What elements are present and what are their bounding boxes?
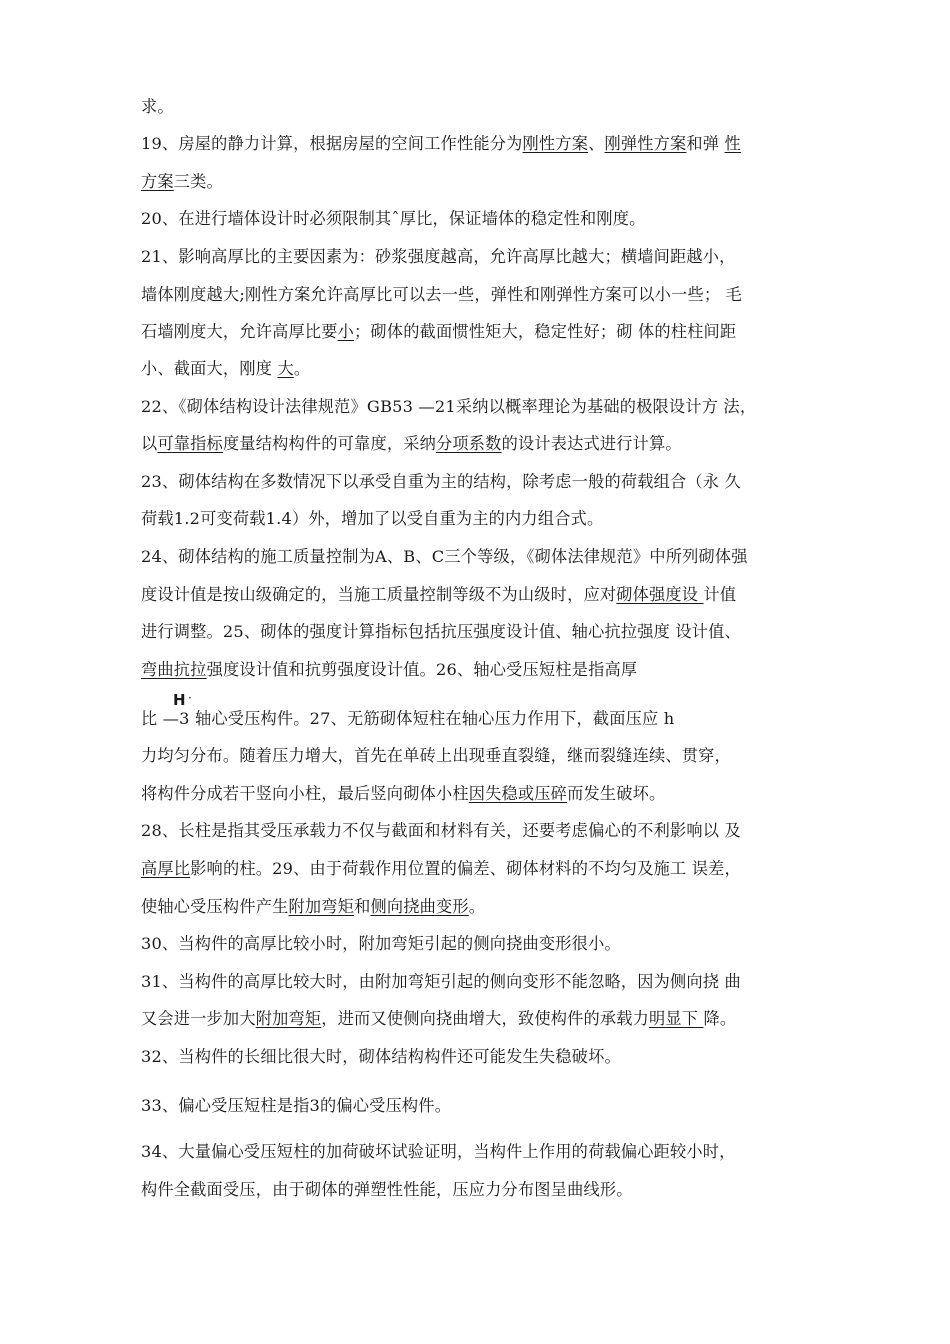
text-line — [141, 246, 736, 268]
text-segment: 以 — [141, 434, 158, 453]
text-segment: 墙体刚度越大;刚性方案允许高厚比可以去一些，弹性和刚弹性方案可以小一些； 毛 — [141, 285, 742, 304]
text-line — [141, 284, 742, 306]
text-line — [141, 1141, 736, 1163]
text-line — [141, 321, 736, 343]
text-segment: 30、当构件的高厚比较小时，附加弯矩引起的侧向挠曲变形很小。 — [141, 934, 621, 953]
text-segment: 力均匀分布。随着压力增大，首先在单砖上出现垂直裂缝，继而裂缝连续、贯穿， — [141, 746, 731, 765]
underlined-answer: 高厚比 — [141, 859, 191, 878]
underlined-answer: 刚弹性方案 — [604, 134, 687, 153]
text-segment: 28、长柱是指其受压承载力不仅与截面和材料有关，还要考虑偏心的不利影响以 及 — [141, 821, 741, 840]
text-line — [141, 508, 603, 530]
underlined-answer: 弯曲抗拉 — [141, 660, 207, 679]
text-segment: 21、影响高厚比的主要因素为：砂浆强度越高，允许高厚比越大；横墙间距越小， — [141, 247, 736, 266]
text-segment: 19、房屋的静力计算，根据房屋的空间工作性能分为 — [141, 134, 523, 153]
text-segment: 影响的柱。29、由于荷载作用位置的偏差、砌体材料的不均匀及施工 误差， — [190, 859, 741, 878]
underlined-answer: 因失稳或压碎 — [468, 784, 568, 803]
underlined-answer: 侧向挠曲变形 — [370, 897, 469, 916]
text-segment: ；砌体的截面惯性矩大，稳定性好；砌 体的柱柱间距 — [354, 322, 737, 341]
text-segment: 。 — [468, 897, 486, 916]
text-segment: 33、偏心受压短柱是指3的偏心受压构件。 — [141, 1096, 452, 1115]
text-line — [141, 171, 223, 193]
underlined-answer: 附加弯矩 — [255, 1009, 322, 1028]
text-segment: 荷载1.2可变荷载1.4）外，增加了以受自重为主的内力组合式。 — [141, 509, 604, 528]
underlined-answer: 大 — [277, 359, 294, 378]
text-line — [141, 208, 646, 230]
text-line — [141, 621, 741, 643]
text-segment: ，进而又使侧向挠曲增大，致使构件的承载力 — [321, 1009, 650, 1028]
text-line — [141, 820, 741, 842]
text-line — [141, 1046, 621, 1068]
text-line — [141, 783, 665, 805]
text-line — [141, 396, 756, 418]
text-segment: 。 — [293, 359, 311, 378]
text-segment: 而发生破坏。 — [567, 784, 666, 803]
underlined-answer: 附加弯矩 — [288, 897, 355, 916]
text-line — [141, 745, 731, 767]
fraction-numerator: H — [173, 691, 186, 709]
text-line — [141, 433, 682, 455]
underlined-answer: 小 — [337, 322, 355, 341]
text-line — [141, 1095, 451, 1117]
text-segment: 、 — [588, 134, 605, 153]
text-line — [141, 858, 741, 880]
text-segment: 进行调整。25、砌体的强度计算指标包括抗压强度设计值、轴心抗拉强度 设计值、 — [141, 622, 741, 641]
text-line — [141, 708, 674, 730]
text-line — [141, 546, 748, 568]
text-segment: 强度设计值和抗剪强度设计值。26、轴心受压短柱是指高厚 — [206, 660, 638, 679]
text-line — [141, 584, 736, 606]
text-segment: 降。 — [703, 1009, 737, 1028]
underlined-answer: 明显下 — [649, 1009, 704, 1028]
text-segment: 31、当构件的高厚比较大时，由附加弯矩引起的侧向变形不能忽略，因为侧向挠 曲 — [141, 972, 741, 991]
text-segment: 的设计表达式进行计算。 — [501, 434, 682, 453]
text-segment: 计值 — [703, 585, 737, 604]
text-line — [141, 1179, 633, 1201]
underlined-answer: 分项系数 — [436, 434, 502, 453]
underlined-answer: 方案 — [141, 172, 174, 191]
text-segment: 24、砌体结构的施工质量控制为A、B、C三个等级，《砌体法律规范》中所列砌体强 — [141, 547, 748, 566]
text-line — [141, 933, 621, 955]
fraction-dots: · — [188, 691, 192, 705]
text-line — [141, 133, 741, 155]
text-segment: 23、砌体结构在多数情况下以承受自重为主的结构，除考虑一般的荷载组合（永 久 — [141, 472, 741, 491]
text-line — [141, 471, 741, 493]
text-segment: 34、大量偏心受压短柱的加荷破坏试验证明，当构件上作用的荷载偏心距较小时， — [141, 1142, 736, 1161]
underlined-answer: 性 — [724, 134, 741, 153]
text-segment: 使轴心受压构件产生 — [141, 897, 289, 916]
underlined-answer: 刚性方案 — [522, 134, 589, 153]
text-segment: 又会进一步加大 — [141, 1009, 256, 1028]
text-line — [141, 358, 310, 380]
text-segment: 20、在进行墙体设计时必须限制其ˆ厚比，保证墙体的稳定性和刚度。 — [141, 209, 646, 228]
text-line — [141, 96, 174, 118]
text-segment: 求。 — [141, 97, 174, 116]
text-segment: 石墙刚度大，允许高厚比要 — [141, 322, 338, 341]
text-line — [141, 659, 637, 681]
text-segment: 小、截面大，刚度 — [141, 359, 278, 378]
text-segment: 三类。 — [173, 172, 223, 191]
text-segment: 构件全截面受压，由于砌体的弹塑性性能，压应力分布图呈曲线形。 — [141, 1180, 633, 1199]
text-segment: 度量结构构件的可靠度，采纳 — [222, 434, 436, 453]
underlined-answer: 砌体强度设 — [616, 585, 704, 604]
text-segment: 将构件分成若干竖向小柱，最后竖向砌体小柱 — [141, 784, 469, 803]
text-segment: 度设计值是按山级确定的，当施工质量控制等级不为山级时，应对 — [141, 585, 617, 604]
text-line — [141, 971, 741, 993]
text-segment: 比 —3 轴心受压构件。27、无筋砌体短柱在轴心压力作用下，截面压应 h — [141, 709, 675, 728]
text-line — [141, 896, 485, 918]
text-segment: 22、《砌体结构设计法律规范》GB53 —21采纳以概率理论为基础的极限设计方 法， — [141, 397, 757, 416]
text-segment: 32、当构件的长细比很大时，砌体结构构件还可能发生失稳破坏。 — [141, 1047, 621, 1066]
text-segment: 和 — [354, 897, 371, 916]
underlined-answer: 可靠指标 — [157, 434, 223, 453]
text-segment: 和弹 — [686, 134, 725, 153]
text-line — [141, 1008, 736, 1030]
